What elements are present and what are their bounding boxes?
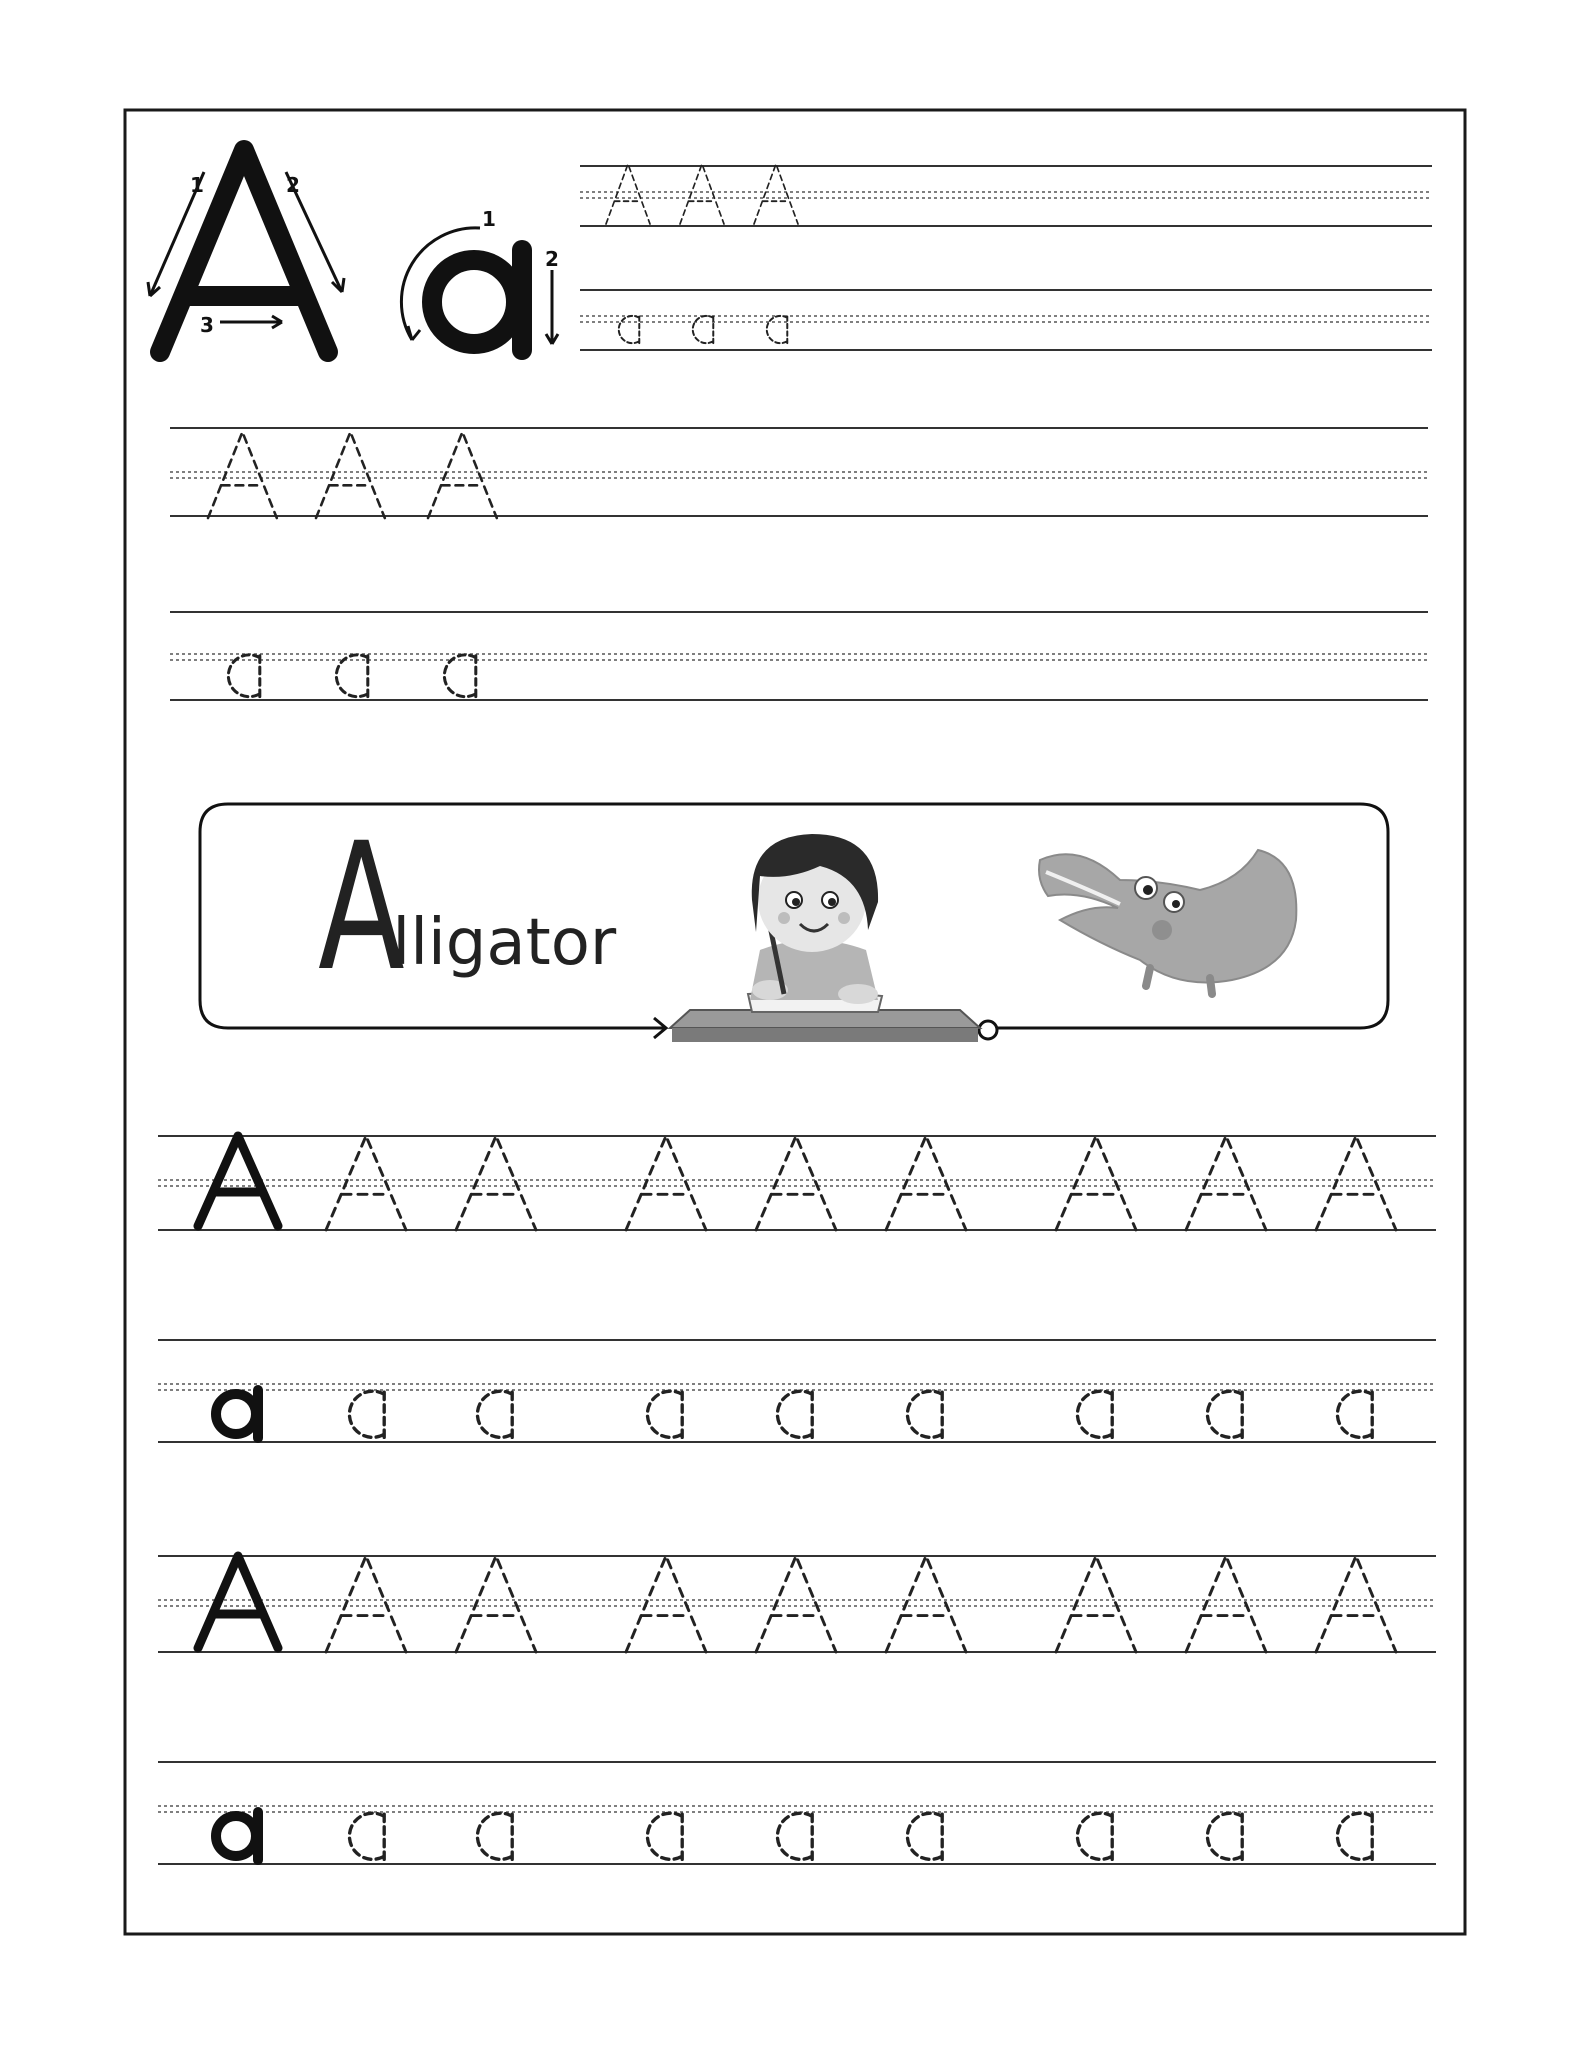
word-initial-letter: A [318, 805, 404, 1010]
word-remainder: lligator [392, 906, 617, 980]
model-letter-upper-small [198, 1556, 278, 1648]
panel-end-dot [979, 1021, 997, 1039]
model-letter-upper-small [198, 1136, 278, 1226]
model-letter-lower [401, 228, 558, 350]
model-letter-lower-small [216, 1812, 258, 1860]
trace-row-top-lower [619, 316, 788, 344]
guide-row-mid-lower [170, 612, 1428, 700]
trace-row-top-upper [606, 164, 798, 224]
girl-writing-icon [670, 834, 980, 1042]
stroke-number-1: 1 [190, 173, 204, 197]
stroke-number-lower-1: 1 [482, 207, 496, 231]
stroke-number-3: 3 [200, 313, 214, 337]
guide-row-top-upper [580, 166, 1432, 226]
practice-row-1 [158, 1136, 1436, 1230]
model-letter-lower-small [216, 1390, 258, 1438]
practice-row-2 [158, 1340, 1436, 1442]
model-letter-upper [148, 150, 344, 352]
stroke-number-2: 2 [286, 173, 300, 197]
guide-row-mid-upper [170, 428, 1428, 516]
practice-row-4 [158, 1762, 1436, 1864]
guide-row-top-lower [580, 290, 1432, 350]
trace-row-mid-lower [228, 655, 475, 698]
practice-row-3 [158, 1556, 1436, 1652]
alligator-icon [1039, 850, 1296, 994]
word-label [318, 805, 617, 1010]
trace-row-mid-upper [208, 432, 497, 518]
stroke-number-lower-2: 2 [545, 247, 559, 271]
